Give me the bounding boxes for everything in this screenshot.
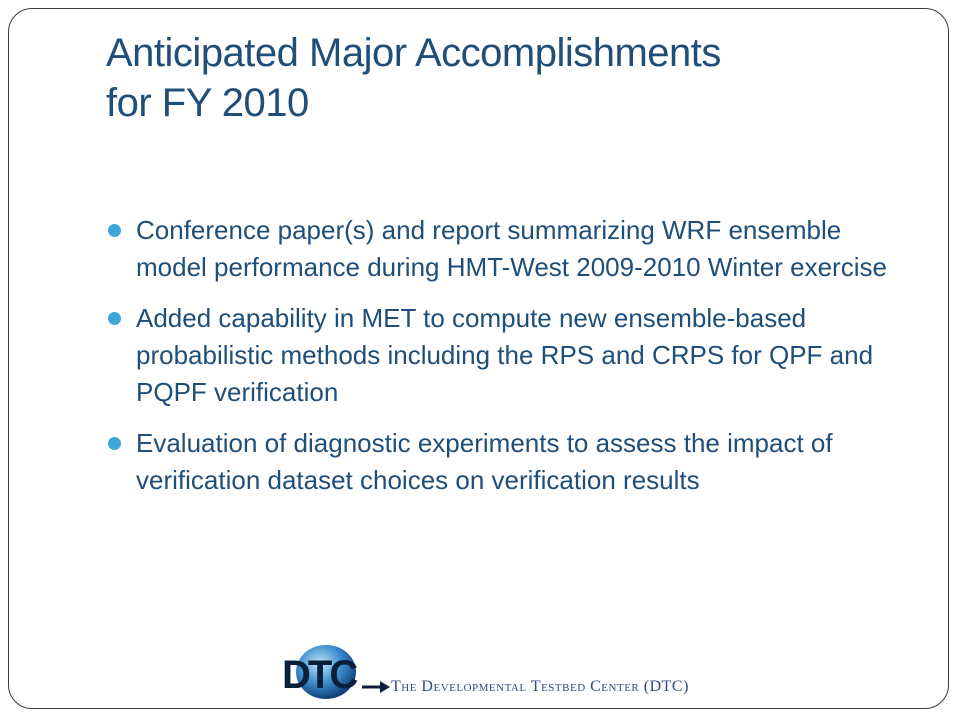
bullet-item <box>106 212 906 286</box>
dtc-logo-mark-icon <box>278 642 398 702</box>
bullet-text: Conference paper(s) and report summarizing WRF ensemble model performance during HMT-West 2009-2010 Winter exercise <box>136 215 887 282</box>
slide-title-line-1: Anticipated Major Accomplishments <box>106 31 721 75</box>
bullet-text: Evaluation of diagnostic experiments to assess the impact of verification dataset choices on verification results <box>136 428 833 495</box>
bullet-list <box>106 212 906 513</box>
logo-mark-text: DTC <box>282 653 356 697</box>
slide-title-line-2: for FY 2010 <box>106 81 309 125</box>
bullet-dot-icon <box>108 224 121 237</box>
logo-text: The Developmental Testbed Center (DTC) <box>391 678 689 695</box>
bullet-dot-icon <box>108 437 121 450</box>
bullet-item <box>106 300 906 411</box>
slide-title <box>106 28 886 128</box>
bullet-item <box>106 425 906 499</box>
dtc-logo <box>278 642 708 702</box>
bullet-text: Added capability in MET to compute new ensemble-based probabilistic methods including the RPS and CRPS for QPF and PQPF verification <box>136 303 874 407</box>
bullet-dot-icon <box>108 312 121 325</box>
